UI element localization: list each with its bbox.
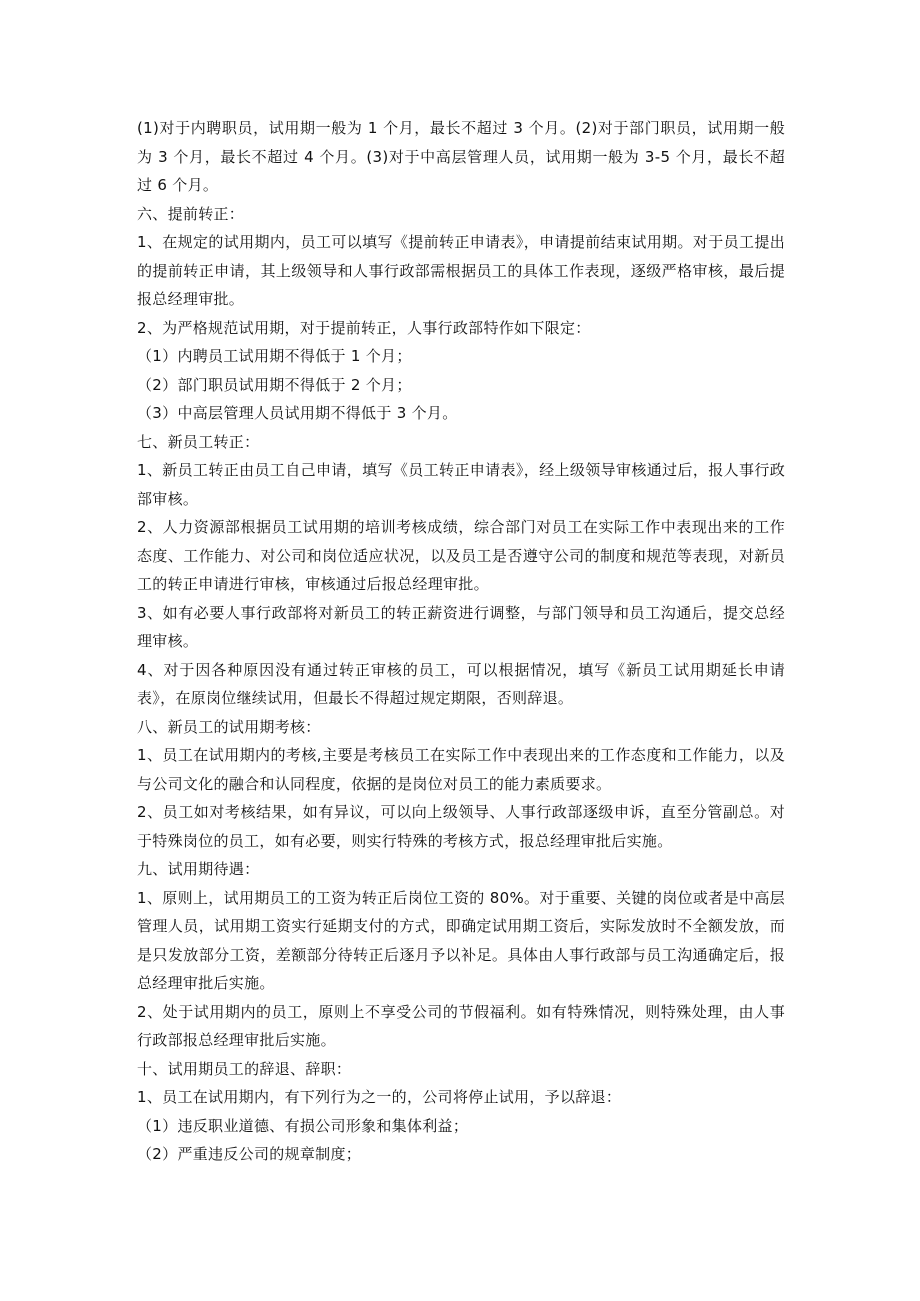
list-item: （2）严重违反公司的规章制度； (137, 1145, 362, 1163)
paragraph: 1、在规定的试用期内，员工可以填写《提前转正申请表》，申请提前结束试用期。对于员工提出的提前转正申请，其上级领导和人事行政部需根据员工的具体工作表现，逐级严格审核，最后提报总经理审批。 (137, 233, 785, 308)
paragraph: 1、新员工转正由员工自己申请，填写《员工转正申请表》，经上级领导审核通过后，报人事行政部审核。 (137, 461, 785, 508)
paragraph: 1、原则上，试用期员工的工资为转正后岗位工资的 80%。对于重要、关键的岗位或者是中高层管理人员，试用期工资实行延期支付的方式，即确定试用期工资后，实际发放时不全额发放，而是只发放部分工资，差额部分待转正后逐月予以补足。具体由人事行政部与员工沟通确定后，报总经理审批后实施。 (137, 888, 785, 992)
paragraph: 2、员工如对考核结果，如有异议，可以向上级领导、人事行政部逐级申诉，直至分管副总。对于特殊岗位的员工，如有必要，则实行特殊的考核方式，报总经理审批后实施。 (137, 803, 785, 850)
paragraph: 1、员工在试用期内，有下列行为之一的，公司将停止试用，予以辞退： (137, 1088, 622, 1106)
section-heading-dismissal-resignation: 十、试用期员工的辞退、辞职： (137, 1059, 352, 1078)
list-item: （2）部门职员试用期不得低于 2 个月； (137, 375, 412, 394)
paragraph: 2、处于试用期内的员工，原则上不享受公司的节假福利。如有特殊情况，则特殊处理，由人事行政部报总经理审批后实施。 (137, 1002, 785, 1049)
list-item: （1）内聘员工试用期不得低于 1 个月； (137, 347, 412, 365)
section-heading-early-confirmation: 六、提前转正： (137, 204, 245, 223)
section-heading-new-employee-confirmation: 七、新员工转正： (137, 432, 260, 451)
list-item: （1）违反职业道德、有损公司形象和集体利益； (137, 1116, 469, 1135)
document-body (137, 114, 785, 1169)
section-heading-probation-pay: 九、试用期待遇： (137, 860, 260, 878)
paragraph: 2、人力资源部根据员工试用期的培训考核成绩，综合部门对员工在实际工作中表现出来的工作态度、工作能力、对公司和岗位适应状况，以及员工是否遵守公司的制度和规范等表现，对新员工的转正申请进行审核，审核通过后报总经理审批。 (137, 518, 785, 593)
list-item: （3）中高层管理人员试用期不得低于 3 个月。 (137, 404, 458, 422)
section-heading-probation-assessment: 八、新员工的试用期考核： (137, 717, 321, 736)
paragraph: 3、如有必要人事行政部将对新员工的转正薪资进行调整，与部门领导和员工沟通后，提交总经理审核。 (137, 603, 785, 650)
paragraph: 1、员工在试用期内的考核,主要是考核员工在实际工作中表现出来的工作态度和工作能力，以及与公司文化的融合和认同程度，依据的是岗位对员工的能力素质要求。 (137, 746, 785, 793)
paragraph: 4、对于因各种原因没有通过转正审核的员工，可以根据情况，填写《新员工试用期延长申请表》，在原岗位继续试用，但最长不得超过规定期限，否则辞退。 (137, 660, 785, 707)
paragraph: 2、为严格规范试用期，对于提前转正，人事行政部特作如下限定： (137, 318, 591, 337)
paragraph-probation-terms: (1)对于内聘职员，试用期一般为 1 个月，最长不超过 3 个月。(2)对于部门职员，试用期一般为 3 个月，最长不超过 4 个月。(3)对于中高层管理人员，试用期一般为 3-5 个月，最长不超过 6 个月。 (137, 119, 785, 194)
